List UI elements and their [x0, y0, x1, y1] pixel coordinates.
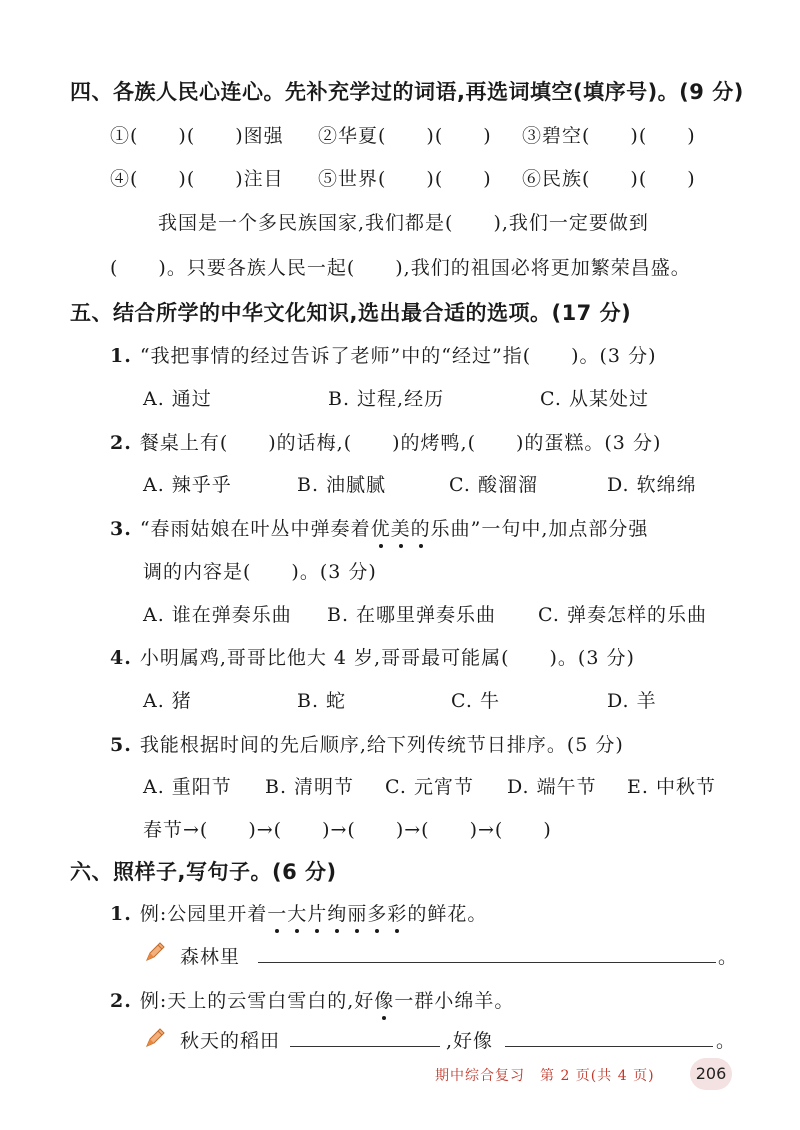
q6-1-number: 1. — [110, 903, 132, 925]
q5-1-stem — [110, 341, 656, 368]
q6-2-prefix: 例:天上的云雪白雪白的,好 — [139, 990, 375, 1012]
q6-2-answer-line-1[interactable] — [290, 1046, 440, 1047]
pencil-icon — [143, 940, 167, 964]
dotted-char: 的 — [411, 514, 431, 541]
q5-3-text-a: “春雨姑娘在叶丛中弹奏着 — [139, 518, 371, 540]
q5-2-option-b: B. 油腻腻 — [297, 474, 387, 496]
q6-2-mid: ,好像 — [446, 1030, 494, 1052]
q5-1-number: 1. — [110, 345, 132, 367]
q5-2-number: 2. — [110, 432, 132, 454]
dotted-char: 像 — [374, 986, 394, 1013]
s4-row2-item2: ⑤世界( )( ) — [318, 168, 492, 190]
q5-4-option-d: D. 羊 — [607, 690, 657, 712]
s4-paragraph-line2: ( )。只要各族人民一起( ),我们的祖国必将更加繁荣昌盛。 — [110, 257, 691, 279]
q5-5-text: 我能根据时间的先后顺序,给下列传统节日排序。(5 分) — [139, 734, 624, 756]
q6-1-prefix: 例:公园里开着 — [139, 903, 268, 925]
q6-1-suffix: 的鲜花。 — [407, 903, 488, 925]
s4-row2-item1: ④( )( )注目 — [110, 168, 284, 190]
q5-5-option-e: E. 中秋节 — [627, 776, 716, 798]
q6-1-answer-line[interactable] — [258, 962, 716, 963]
q6-1-end-mark: 。 — [718, 946, 739, 968]
q5-4-option-c: C. 牛 — [451, 690, 500, 712]
q6-2-answer-start: 秋天的稻田 — [180, 1030, 281, 1052]
q5-1-option-b: B. 过程,经历 — [328, 388, 445, 410]
dotted-char: 片 — [307, 899, 327, 926]
footer-label: 期中综合复习 第 2 页(共 4 页) — [435, 1068, 655, 1084]
q5-1-option-c: C. 从某处过 — [540, 388, 649, 410]
s4-row1-item3: ③碧空( )( ) — [522, 125, 696, 147]
q5-5-option-a: A. 重阳节 — [143, 776, 232, 798]
q5-4-text: 小明属鸡,哥哥比他大 4 岁,哥哥最可能属( )。(3 分) — [139, 647, 635, 669]
q5-1-text: “我把事情的经过告诉了老师”中的“经过”指( )。(3 分) — [139, 345, 657, 367]
q5-5-sequence: 春节→( )→( )→( )→( )→( ) — [143, 819, 552, 841]
q6-1-example — [110, 899, 487, 926]
q5-3-stem-line2: 调的内容是( )。(3 分) — [143, 561, 377, 583]
q5-4-option-a: A. 猪 — [143, 690, 192, 712]
dotted-char: 大 — [287, 899, 307, 926]
section-5-title: 五、结合所学的中华文化知识,选出最合适的选项。(17 分) — [70, 301, 632, 325]
dotted-char: 优 — [371, 514, 391, 541]
q5-5-option-d: D. 端午节 — [507, 776, 597, 798]
pencil-icon — [143, 1026, 167, 1050]
dotted-char: 多 — [367, 899, 387, 926]
page-number-badge: 206 — [690, 1058, 732, 1090]
q6-2-number: 2. — [110, 990, 132, 1012]
q5-5-option-c: C. 元宵节 — [385, 776, 474, 798]
q5-2-text: 餐桌上有( )的话梅,( )的烤鸭,( )的蛋糕。(3 分) — [139, 432, 662, 454]
q6-1-answer-start: 森林里 — [180, 946, 241, 968]
dotted-char: 绚 — [327, 899, 347, 926]
section-4-title: 四、各族人民心连心。先补充学过的词语,再选词填空(填序号)。(9 分) — [70, 80, 744, 104]
q6-2-suffix: 一群小绵羊。 — [394, 990, 515, 1012]
q5-4-option-b: B. 蛇 — [297, 690, 347, 712]
dotted-char: 彩 — [387, 899, 407, 926]
q5-3-text-b: 乐曲”一句中,加点部分强 — [430, 518, 649, 540]
q6-2-answer-line-2[interactable] — [505, 1046, 713, 1047]
s4-row1-item1: ①( )( )图强 — [110, 125, 284, 147]
q5-2-stem — [110, 428, 661, 455]
q6-2-example — [110, 986, 514, 1013]
q5-4-stem — [110, 643, 635, 670]
q5-5-stem — [110, 730, 624, 757]
dotted-char: 丽 — [347, 899, 367, 926]
q6-2-end-mark: 。 — [716, 1030, 737, 1052]
q5-3-stem — [110, 514, 648, 541]
section-6-title: 六、照样子,写句子。(6 分) — [70, 860, 337, 884]
q5-3-option-c: C. 弹奏怎样的乐曲 — [538, 604, 707, 626]
s4-row2-item3: ⑥民族( )( ) — [522, 168, 696, 190]
q5-5-option-b: B. 清明节 — [265, 776, 355, 798]
q5-3-option-b: B. 在哪里弹奏乐曲 — [327, 604, 497, 626]
q5-4-number: 4. — [110, 647, 132, 669]
q5-2-option-c: C. 酸溜溜 — [449, 474, 538, 496]
q5-3-option-a: A. 谁在弹奏乐曲 — [143, 604, 292, 626]
dotted-char: 美 — [391, 514, 411, 541]
q5-5-number: 5. — [110, 734, 132, 756]
q5-2-option-d: D. 软绵绵 — [607, 474, 697, 496]
q5-2-option-a: A. 辣乎乎 — [143, 474, 232, 496]
q5-3-number: 3. — [110, 518, 132, 540]
s4-row1-item2: ②华夏( )( ) — [318, 125, 492, 147]
dotted-char: 一 — [267, 899, 287, 926]
q5-1-option-a: A. 通过 — [143, 388, 212, 410]
s4-paragraph-line1: 我国是一个多民族国家,我们都是( ),我们一定要做到 — [158, 212, 649, 234]
